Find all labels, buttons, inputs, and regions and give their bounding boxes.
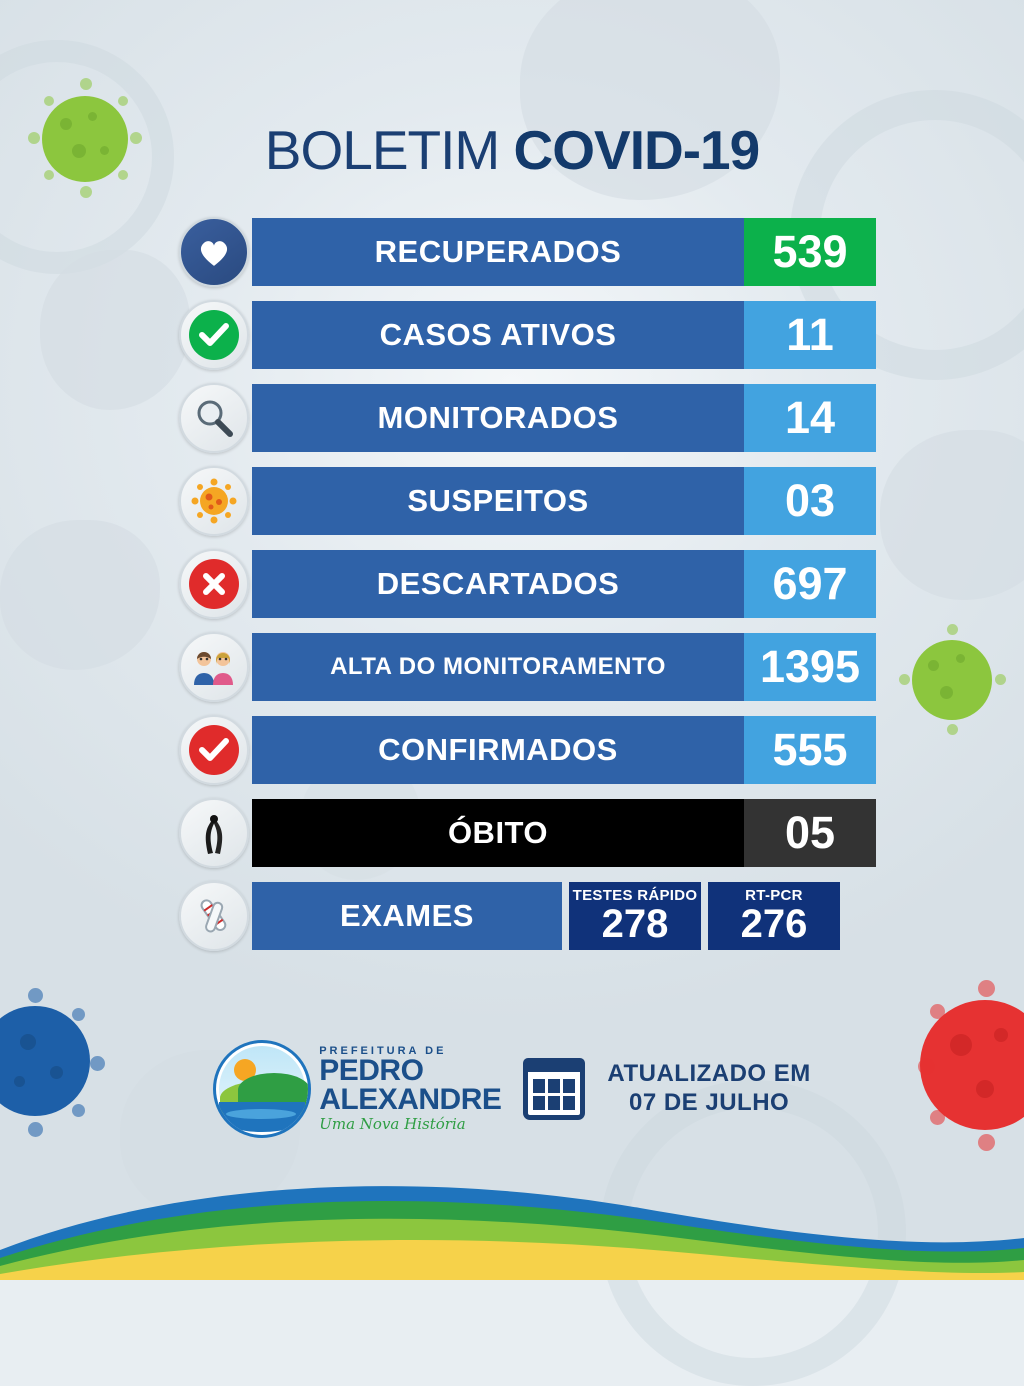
exam-caption: TESTES RÁPIDO <box>572 887 698 904</box>
table-row <box>176 216 876 288</box>
table-row <box>176 797 876 869</box>
row-label: SUSPEITOS <box>252 467 744 535</box>
table-row <box>176 714 876 786</box>
logo-name-1: PEDRO <box>319 1054 424 1087</box>
exams-label: EXAMES <box>252 882 562 950</box>
title-light: BOLETIM <box>264 119 514 181</box>
table-row <box>176 299 876 371</box>
exams-row <box>176 880 876 952</box>
city-seal-icon <box>213 1040 311 1138</box>
virus-icon <box>176 465 252 537</box>
x-circle-icon <box>176 548 252 620</box>
footer <box>0 1040 1024 1138</box>
page-title <box>0 118 1024 182</box>
logo-name-2: ALEXANDRE <box>319 1082 502 1116</box>
exam-box-rt-pcr <box>708 882 840 950</box>
exam-box-testes-rapido <box>569 882 701 950</box>
table-row <box>176 631 876 703</box>
row-label: ÓBITO <box>252 799 744 867</box>
exam-caption: RT-PCR <box>745 887 803 904</box>
updated-line-2: 07 DE JULHO <box>628 1089 790 1116</box>
stats-list <box>176 216 876 963</box>
row-value: 555 <box>744 716 876 784</box>
row-label: CONFIRMADOS <box>252 716 744 784</box>
row-value: 539 <box>744 218 876 286</box>
table-row <box>176 465 876 537</box>
logo-pre: PREFEITURA DE <box>319 1045 447 1057</box>
logo-slogan: Uma Nova História <box>319 1115 466 1133</box>
row-value: 11 <box>744 301 876 369</box>
row-label: RECUPERADOS <box>252 218 744 286</box>
table-row <box>176 382 876 454</box>
row-value: 1395 <box>744 633 876 701</box>
exam-value: 278 <box>601 902 669 946</box>
updated-line-1: ATUALIZADO EM <box>607 1060 811 1088</box>
magnifier-icon <box>176 382 252 454</box>
exam-value: 276 <box>740 902 808 946</box>
table-row <box>176 548 876 620</box>
row-label: ALTA DO MONITORAMENTO <box>252 633 744 701</box>
calendar-icon <box>523 1058 585 1120</box>
row-label: CASOS ATIVOS <box>252 301 744 369</box>
updated-date <box>607 1060 810 1118</box>
check-circle-icon <box>176 299 252 371</box>
row-value: 05 <box>744 799 876 867</box>
heart-icon <box>176 216 252 288</box>
row-value: 697 <box>744 550 876 618</box>
ribbon-icon <box>176 797 252 869</box>
test-tube-icon <box>176 880 252 952</box>
row-value: 03 <box>744 467 876 535</box>
row-value: 14 <box>744 384 876 452</box>
city-logo <box>213 1040 501 1138</box>
family-icon <box>176 631 252 703</box>
check-badge-icon <box>176 714 252 786</box>
row-label: DESCARTADOS <box>252 550 744 618</box>
row-label: MONITORADOS <box>252 384 744 452</box>
title-bold: COVID-19 <box>513 119 760 181</box>
